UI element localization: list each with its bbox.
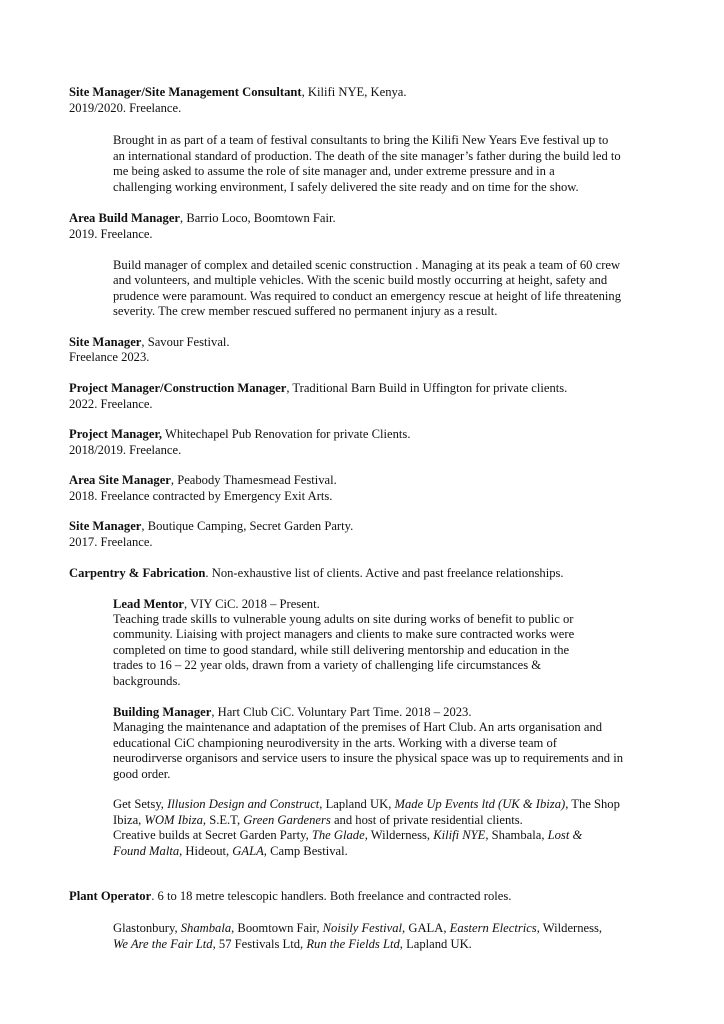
client-text: , Lapland UK. [399, 937, 472, 951]
job-detail: , Traditional Barn Build in Uffington for private clients. [286, 381, 568, 395]
job-detail: , Peabody Thamesmead Festival. [170, 473, 337, 487]
client-text: , GALA, [402, 921, 450, 935]
job-description-line: and volunteers, and multiple vehicles. With the scenic build mostly occurring at height, safety and [113, 273, 608, 287]
job-detail: Whitechapel Pub Renovation for private Clients. [162, 427, 411, 441]
job-period: 2019/2020. Freelance. [69, 101, 182, 115]
role-description-line: educational CiC championing neurodiversity in the arts. Working with a diverse team of [113, 736, 557, 750]
role-description-line: Managing the maintenance and adaptation of the premises of Hart Club. An arts organisation and [113, 720, 603, 734]
client-name-italic: GALA [232, 844, 264, 858]
job-description-line: challenging working environment, I safely delivered the site ready and on time for the show. [113, 180, 579, 194]
job-period: 2022. Freelance. [69, 397, 153, 411]
client-name-italic: Found Malta [113, 844, 180, 858]
job-period: Freelance 2023. [69, 350, 150, 364]
client-text: Get Setsy, [113, 797, 168, 811]
client-text: , S.E.T, [202, 813, 244, 827]
role-detail: , VIY CiC. 2018 – Present. [184, 597, 320, 611]
clients-line [113, 828, 582, 844]
role-description-line: neurodirverse organisors and service users to insure the physical space was up to requirements and in [113, 751, 624, 765]
client-text: , The Shop [565, 797, 620, 811]
role-description-line: completed on time to good standard, while still delivering mentorship and education in the [113, 643, 570, 657]
client-text: , Wilderness, [536, 921, 603, 935]
job-detail: , Boutique Camping, Secret Garden Party. [141, 519, 354, 533]
section-heading [69, 889, 511, 905]
clients-line [113, 921, 602, 937]
role-detail: , Hart Club CiC. Voluntary Part Time. 2018 – 2023. [211, 705, 472, 719]
client-name-italic: Lost & [547, 828, 583, 842]
job-period: 2018. Freelance contracted by Emergency Exit Arts. [69, 489, 333, 503]
job-detail: , Kilifi NYE, Kenya. [301, 85, 407, 99]
client-text: , Hideout, [179, 844, 233, 858]
role-heading [113, 705, 472, 721]
client-text: , Wilderness, [364, 828, 434, 842]
clients-line [113, 797, 620, 813]
section-detail: . 6 to 18 metre telescopic handlers. Both freelance and contracted roles. [151, 889, 512, 903]
client-name-italic: Illusion Design and Construct [167, 797, 320, 811]
client-name-italic: Made Up Events ltd (UK & Ibiza) [394, 797, 566, 811]
job-detail: , Savour Festival. [141, 335, 230, 349]
job-title: Site Manager [69, 519, 142, 533]
job-title: Project Manager/Construction Manager [69, 381, 287, 395]
client-text: , Camp Bestival. [263, 844, 348, 858]
client-name-italic: The Glade [311, 828, 365, 842]
job-heading [69, 519, 353, 535]
client-text: , Lapland UK, [319, 797, 395, 811]
job-period: 2018/2019. Freelance. [69, 443, 182, 457]
role-description-line: Teaching trade skills to vulnerable young adults on site during works of benefit to public or [113, 612, 574, 626]
job-title: Project Manager, [69, 427, 163, 441]
client-text: Glastonbury, [113, 921, 181, 935]
job-description-line: severity. The crew member rescued suffered no permanent injury as a result. [113, 304, 498, 318]
section-detail: . Non-exhaustive list of clients. Active and past freelance relationships. [205, 566, 564, 580]
job-title: Area Site Manager [69, 473, 171, 487]
job-detail: , Barrio Loco, Boomtown Fair. [180, 211, 336, 225]
client-text: , 57 Festivals Ltd, [212, 937, 307, 951]
section-title: Carpentry & Fabrication [69, 566, 206, 580]
job-heading [69, 381, 567, 397]
client-text: Ibiza, [113, 813, 145, 827]
job-description-line: me being asked to assume the role of site manager and, under extreme pressure and in a [113, 164, 555, 178]
client-text: and host of private residential clients. [330, 813, 523, 827]
client-name-italic: Eastern Electrics [449, 921, 537, 935]
job-title: Site Manager [69, 335, 142, 349]
section-heading [69, 566, 564, 582]
job-description-line: an international standard of production. The death of the site manager’s father during the build led to [113, 149, 621, 163]
role-title: Building Manager [113, 705, 212, 719]
client-text: , Shambala, [485, 828, 548, 842]
role-heading [113, 597, 320, 613]
clients-line [113, 937, 472, 953]
role-description-line: backgrounds. [113, 674, 181, 688]
client-name-italic: Green Gardeners [243, 813, 331, 827]
clients-line [113, 844, 348, 860]
job-period: 2017. Freelance. [69, 535, 153, 549]
job-title: Site Manager/Site Management Consultant [69, 85, 302, 99]
role-description-line: community. Liaising with project managers and clients to make sure contracted works were [113, 627, 575, 641]
job-heading [69, 211, 336, 227]
client-name-italic: Shambala [180, 921, 232, 935]
clients-line [113, 813, 523, 829]
client-name-italic: WOM Ibiza [144, 813, 203, 827]
client-text: Creative builds at Secret Garden Party, [113, 828, 312, 842]
job-heading [69, 85, 407, 101]
job-heading [69, 335, 230, 351]
client-name-italic: Noisily Festival [322, 921, 403, 935]
role-description-line: good order. [113, 767, 171, 781]
job-period: 2019. Freelance. [69, 227, 153, 241]
role-title: Lead Mentor [113, 597, 184, 611]
client-text: , Boomtown Fair, [231, 921, 323, 935]
client-name-italic: Run the Fields Ltd [306, 937, 400, 951]
job-title: Area Build Manager [69, 211, 181, 225]
job-description-line: Brought in as part of a team of festival consultants to bring the Kilifi New Years Eve festival up to [113, 133, 609, 147]
client-name-italic: Kilifi NYE [433, 828, 486, 842]
job-description-line: prudence were paramount. Was required to conduct an emergency rescue at height of life threatening [113, 289, 622, 303]
client-name-italic: We Are the Fair Ltd [113, 937, 213, 951]
job-heading [69, 427, 410, 443]
section-title: Plant Operator [69, 889, 152, 903]
job-heading [69, 473, 337, 489]
role-description-line: trades to 16 – 22 year olds, drawn from a variety of challenging life circumstances & [113, 658, 542, 672]
job-description-line: Build manager of complex and detailed scenic construction . Managing at its peak a team of 60 crew [113, 258, 621, 272]
